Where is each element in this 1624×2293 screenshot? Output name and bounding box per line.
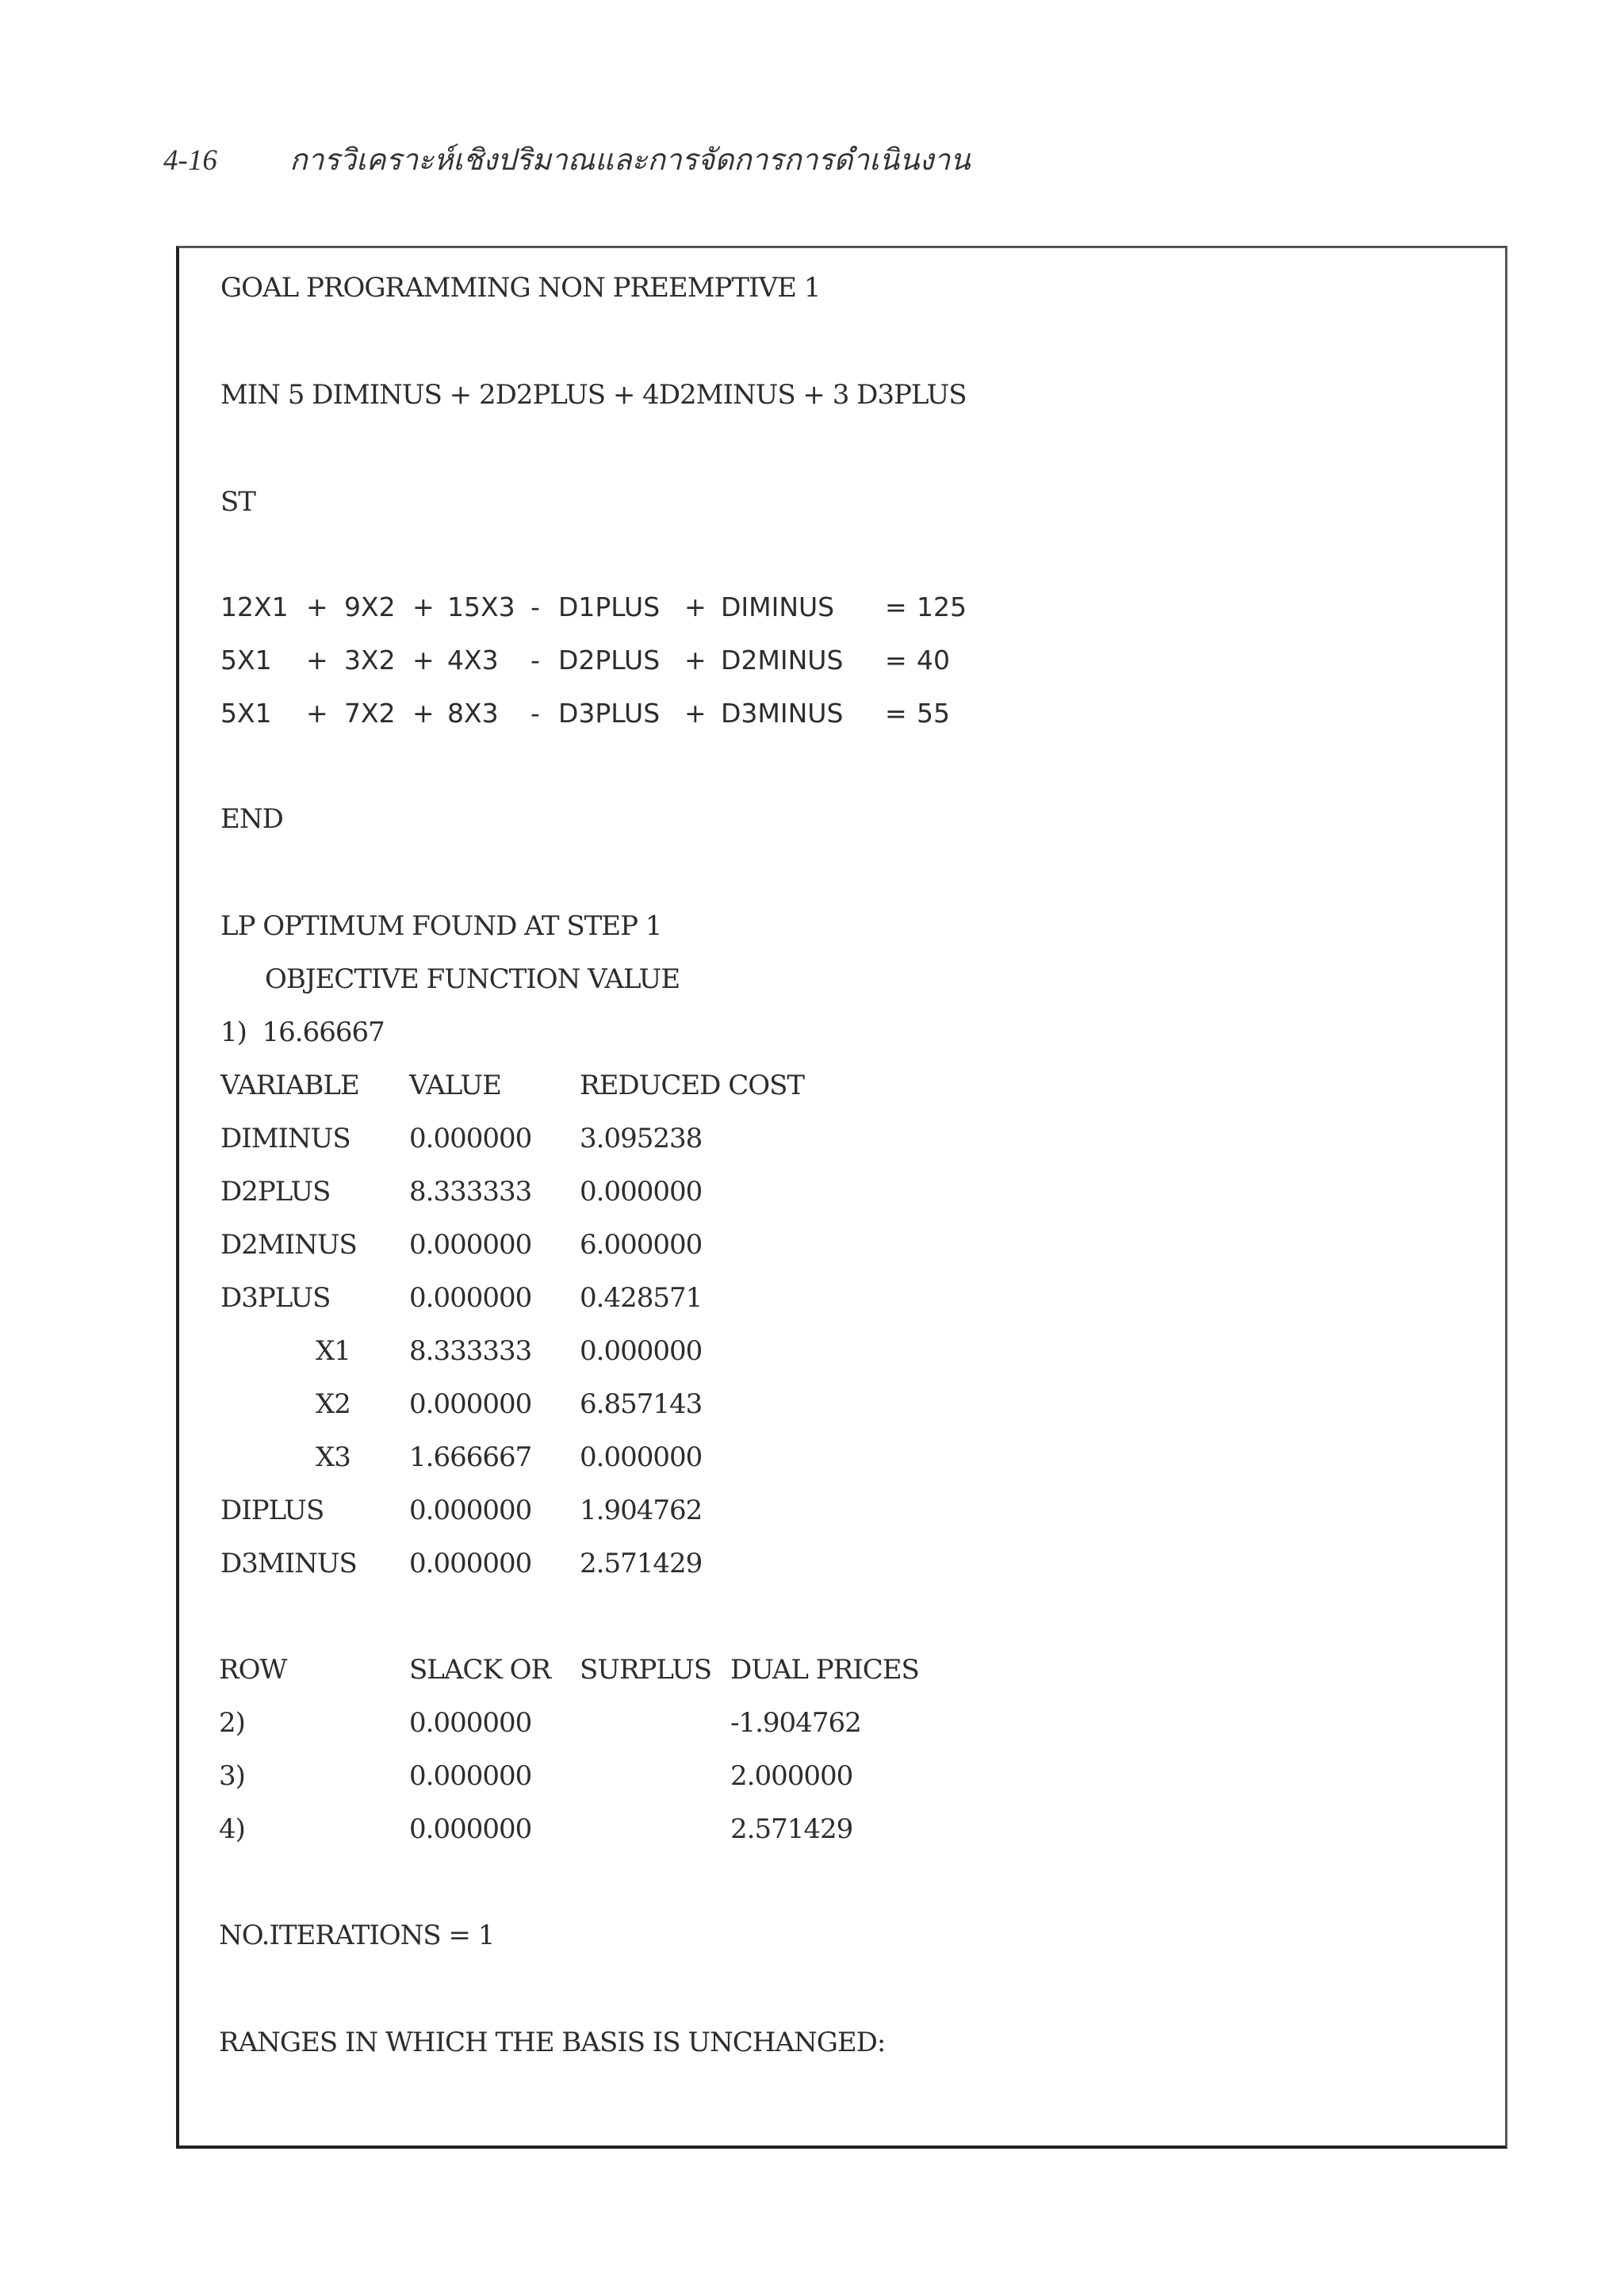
row-label: 2)	[219, 1707, 245, 1739]
variable-value: 1.666667	[409, 1441, 532, 1473]
constraint-term: D2MINUS	[721, 645, 844, 676]
variable-reduced-cost: 0.000000	[580, 1335, 703, 1367]
variable-name: DIPLUS	[220, 1495, 324, 1526]
variable-reduced-cost: 0.000000	[580, 1176, 703, 1208]
variable-name: D2PLUS	[220, 1176, 331, 1208]
book-title: การวิเคราะห์เชิงปริมาณและการจัดการการดำเนินงาน	[289, 144, 971, 177]
constraint-term: D1PLUS	[558, 591, 661, 622]
row-column-header: ROW	[219, 1654, 287, 1686]
variable-value: 0.000000	[409, 1282, 532, 1314]
variable-name: X3	[316, 1441, 350, 1473]
variable-reduced-cost: 3.095238	[580, 1123, 703, 1154]
constraint-rhs: 125	[917, 591, 967, 622]
constraint-term: 5X1	[220, 645, 272, 676]
iterations-line: NO.ITERATIONS = 1	[219, 1920, 495, 1951]
constraint-operator: +	[306, 591, 328, 622]
reduced-cost-column-header: REDUCED COST	[580, 1070, 805, 1101]
constraint-term: 9X2	[344, 591, 396, 622]
dual-prices-column-header: DUAL PRICES	[730, 1654, 919, 1686]
constraint-term: D3MINUS	[721, 698, 844, 729]
row-dual-price: 2.000000	[730, 1760, 853, 1792]
constraint-term: 8X3	[447, 698, 499, 729]
constraint-term: D2PLUS	[558, 645, 661, 676]
constraint-operator: +	[306, 645, 328, 676]
variable-name: D2MINUS	[220, 1229, 357, 1261]
row-slack-value: 0.000000	[409, 1813, 532, 1845]
row-dual-price: -1.904762	[730, 1707, 861, 1739]
constraint-rhs: 40	[917, 645, 950, 676]
end-label: END	[220, 803, 283, 835]
row-slack-value: 0.000000	[409, 1760, 532, 1792]
constraint-term: 12X1	[220, 591, 289, 622]
variable-value: 0.000000	[409, 1548, 532, 1579]
variable-name: X2	[316, 1388, 350, 1420]
variable-reduced-cost: 1.904762	[580, 1495, 703, 1526]
row-dual-price: 2.571429	[730, 1813, 853, 1845]
variable-name: DIMINUS	[220, 1123, 350, 1154]
variable-reduced-cost: 2.571429	[580, 1548, 703, 1579]
page-number: 4-16	[163, 144, 217, 177]
variable-value: 0.000000	[409, 1388, 532, 1420]
constraint-term: 7X2	[344, 698, 396, 729]
constraint-equals: =	[885, 591, 907, 622]
constraint-equals: =	[885, 698, 907, 729]
output-title: GOAL PROGRAMMING NON PREEMPTIVE 1	[220, 272, 821, 304]
row-slack-value: 0.000000	[409, 1707, 532, 1739]
variable-value: 0.000000	[409, 1495, 532, 1526]
constraint-term: 5X1	[220, 698, 272, 729]
variable-value: 0.000000	[409, 1123, 532, 1154]
constraint-operator: +	[412, 698, 435, 729]
constraint-operator: -	[530, 591, 540, 622]
constraint-operator: -	[530, 645, 540, 676]
slack-column-header: SLACK OR	[409, 1654, 551, 1686]
objective-value: 1) 16.66667	[220, 1016, 385, 1048]
constraint-term: 15X3	[447, 591, 515, 622]
objective-line: MIN 5 DIMINUS + 2D2PLUS + 4D2MINUS + 3 D3PLUS	[220, 379, 967, 411]
lp-optimum-line: LP OPTIMUM FOUND AT STEP 1	[220, 910, 662, 942]
variable-name: D3PLUS	[220, 1282, 331, 1314]
page-header	[163, 136, 971, 183]
solver-output-box	[176, 246, 1507, 2149]
constraint-operator: -	[530, 698, 540, 729]
ranges-line: RANGES IN WHICH THE BASIS IS UNCHANGED:	[219, 2027, 886, 2058]
constraint-operator: +	[684, 591, 707, 622]
variable-value: 8.333333	[409, 1335, 532, 1367]
constraint-rhs: 55	[917, 698, 950, 729]
constraint-term: D3PLUS	[558, 698, 661, 729]
constraint-term: 4X3	[447, 645, 499, 676]
constraint-operator: +	[412, 645, 435, 676]
variable-reduced-cost: 6.857143	[580, 1388, 703, 1420]
variable-reduced-cost: 6.000000	[580, 1229, 703, 1261]
variable-value: 8.333333	[409, 1176, 532, 1208]
value-column-header: VALUE	[409, 1070, 501, 1101]
variable-value: 0.000000	[409, 1229, 532, 1261]
surplus-column-header: SURPLUS	[580, 1654, 712, 1686]
variable-reduced-cost: 0.428571	[580, 1282, 703, 1314]
constraint-term: 3X2	[344, 645, 396, 676]
constraint-operator: +	[412, 591, 435, 622]
row-label: 4)	[219, 1813, 245, 1845]
constraint-operator: +	[684, 698, 707, 729]
variable-reduced-cost: 0.000000	[580, 1441, 703, 1473]
st-label: ST	[220, 486, 255, 518]
constraint-operator: +	[306, 698, 328, 729]
constraint-term: DIMINUS	[721, 591, 835, 622]
variable-name: X1	[316, 1335, 350, 1367]
row-label: 3)	[219, 1760, 245, 1792]
constraint-operator: +	[684, 645, 707, 676]
constraint-equals: =	[885, 645, 907, 676]
variable-name: D3MINUS	[220, 1548, 357, 1579]
objective-function-label: OBJECTIVE FUNCTION VALUE	[265, 963, 680, 995]
variable-column-header: VARIABLE	[220, 1070, 359, 1101]
